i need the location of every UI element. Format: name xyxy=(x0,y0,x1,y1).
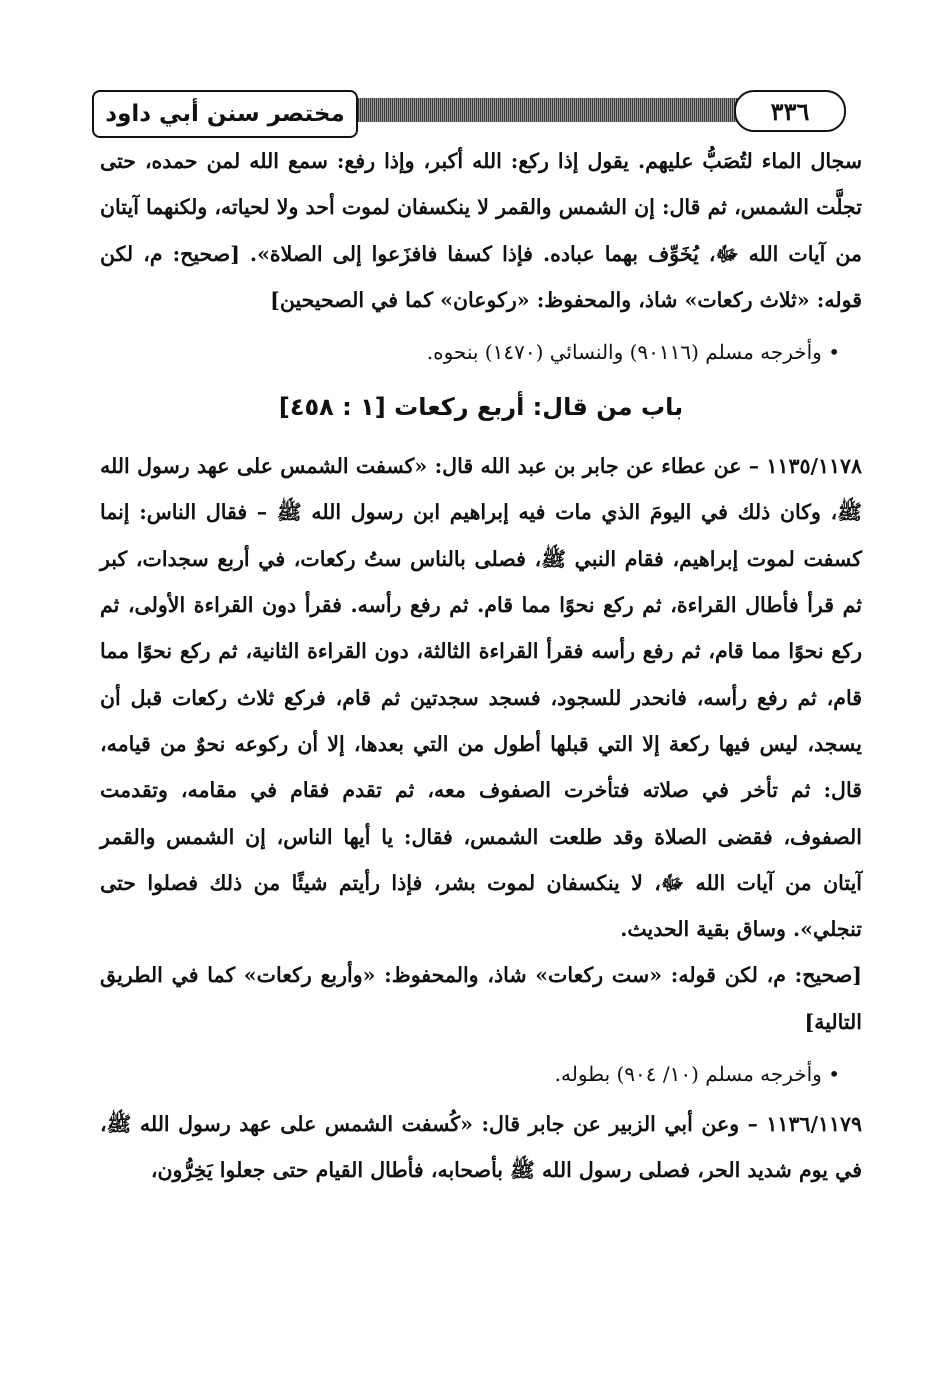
book-title: مختصر سنن أبي داود xyxy=(92,90,358,138)
hadith-1-grading: [صحيح: م، لكن قوله: «ست ركعات» شاذ، والمحفوظ: «وأربع ركعات» كما في الطريق التالية] xyxy=(100,963,862,1034)
intro-paragraph: سجال الماء لتُصَبُّ عليهم. يقول إذا ركع: الله أكبر، وإذا رفع: سمع الله لمن حمده، حتى تجلَّت الشمس، ثم قال: إن الشمس والقمر لا ينكسفان لموت أحد ولا لحياته، ولكنهما آيتان من آيات الله ﷻ، يُخَوِّف بهما عباده. فإذا كسفا فافزَعوا إلى الصلاة». [صحيح: م، لكن قوله: «ثلاث ركعات» شاذ، والمحفوظ: «ركوعان» كما في الصحيحين] xyxy=(100,149,862,312)
running-header xyxy=(92,88,860,136)
hadith-1-text: ١١٣٥/١١٧٨ – عن عطاء عن جابر بن عبد الله قال: «كسفت الشمس على عهد رسول الله ﷺ، وكان ذلك في اليومَ الذي مات فيه إبراهيم ابن رسول الله ﷺ – فقال الناس: إنما كسفت لموت إبراهيم، فقام النبي ﷺ، فصلى بالناس ستُ ركعات، في أربع سجدات، كبر ثم قرأ فأطال القراءة، ثم ركع نحوًا مما قام. ثم رفع رأسه. فقرأ دون القراءة الأولى، ثم ركع نحوًا مما قام، ثم رفع رأسه فقرأ القراءة الثالثة، دون القراءة الثانية، ثم ركع نحوًا مما قام، ثم رفع رأسه، فانحدر للسجود، فسجد سجدتين ثم قام، فركع ثلاث ركعات قبل أن يسجد، ليس فيها ركعة إلا التي قبلها أطول من التي بعدها، إلا أن ركوعه نحوٌ من قيامه، قال: ثم تأخر في صلاته فتأخرت الصفوف معه، ثم تقدم فقام في مقامه، وتقدمت الصفوف، فقضى الصلاة وقد طلعت الشمس، فقال: يا أيها الناس، إن الشمس والقمر آيتان من آيات الله ﷻ، لا ينكسفان لموت بشر، فإذا رأيتم شيئًا من ذلك فصلوا حتى تنجلي». وساق بقية الحديث. xyxy=(100,454,862,942)
chapter-heading: باب من قال: أربع ركعات [١ : ٤٥٨] xyxy=(278,393,684,422)
header-ornament-bar xyxy=(342,98,780,122)
hadith-2-text: ١١٣٦/١١٧٩ – وعن أبي الزبير عن جابر قال: «كُسفت الشمس على عهد رسول الله ﷺ، في يوم شديد الحر، فصلى رسول الله ﷺ بأصحابه، فأطال القيام حتى جعلوا يَخِرُّون، xyxy=(100,1112,862,1183)
footnote-reference-1: • وأخرجه مسلم (٩٠١١٦) والنسائي (١٤٧٠) بنحوه. xyxy=(426,340,840,365)
page-body xyxy=(100,138,862,1194)
page-number: ٣٣٦ xyxy=(734,90,846,132)
footnote-reference-2: • وأخرجه مسلم (١٠/ ٩٠٤) بطوله. xyxy=(554,1062,840,1087)
